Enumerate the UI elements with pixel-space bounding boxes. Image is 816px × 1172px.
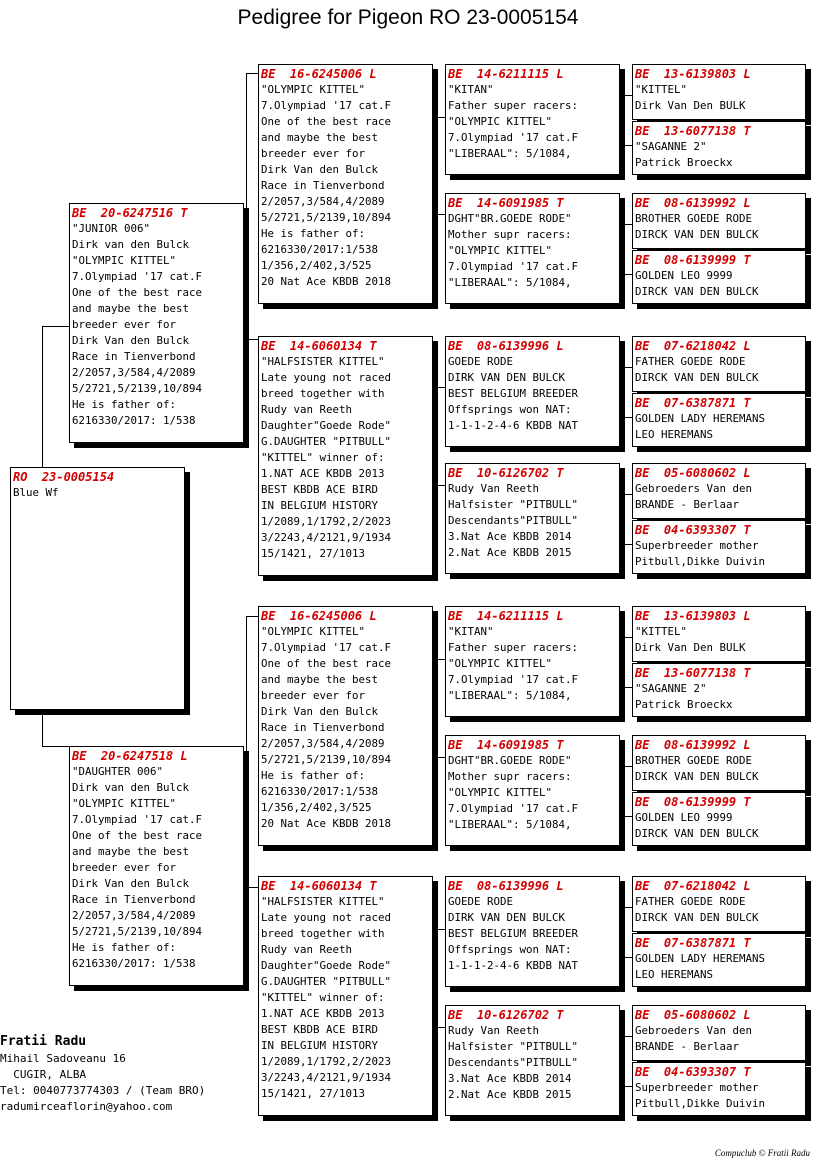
connector-line <box>624 95 625 145</box>
connector-line <box>246 73 258 74</box>
bird-info-line: "KITTEL" <box>635 625 688 638</box>
connector-line <box>624 637 625 687</box>
owner-phone: Tel: 0040773774303 / (Team BRO) <box>0 1084 206 1097</box>
bird-info-line: and maybe the best <box>72 845 190 858</box>
bird-info-line: 1/356,2/402,3/525 <box>261 259 372 272</box>
connector-line <box>42 710 43 746</box>
bird-info-line: 15/1421, 27/1013 <box>261 547 366 560</box>
bird-info-line: One of the best race <box>261 657 392 670</box>
bird-info-line: Race in Tienverbond <box>261 721 385 734</box>
bird-info-line: Gebroeders Van den <box>635 482 753 495</box>
ring-number: BE 16-6245006 L <box>261 67 377 81</box>
bird-info-line: breeder ever for <box>261 147 366 160</box>
bird-info-line: Race in Tienverbond <box>72 350 196 363</box>
bird-info-line: 7.Olympiad '17 cat.F <box>448 673 579 686</box>
bird-info-line: 3.Nat Ace KBDB 2014 <box>448 530 572 543</box>
bird-info-line: He is father of: <box>261 227 366 240</box>
bird-card[interactable] <box>632 121 806 175</box>
connector-line <box>437 117 445 118</box>
ring-number: BE 20-6247516 T <box>72 206 188 220</box>
bird-info-line: Blue Wf <box>13 486 59 499</box>
bird-info-line: 1-1-1-2-4-6 KBDB NAT <box>448 959 579 972</box>
bird-card[interactable] <box>445 463 620 574</box>
ring-number: RO 23-0005154 <box>13 470 115 484</box>
bird-info-line: 3/2243,4/2121,9/1934 <box>261 1071 392 1084</box>
bird-info-line: "LIBERAAL": 5/1084, <box>448 818 572 831</box>
bird-card[interactable] <box>632 606 806 662</box>
bird-info-line: Dirk Van den Bulck <box>72 877 190 890</box>
bird-info-line: Late young not raced <box>261 911 392 924</box>
bird-info-line: GOEDE RODE <box>448 355 514 368</box>
connector-line <box>624 224 632 225</box>
connector-line <box>624 1086 632 1087</box>
bird-info-line: 20 Nat Ace KBDB 2018 <box>261 275 392 288</box>
bird-info-line: 1-1-1-2-4-6 KBDB NAT <box>448 419 579 432</box>
bird-info-line: Halfsister "PITBULL" <box>448 1040 579 1053</box>
bird-card[interactable] <box>632 193 806 249</box>
bird-card[interactable] <box>258 606 433 846</box>
owner-name: Fratii Radu <box>0 1034 87 1049</box>
ring-number: BE 20-6247518 L <box>72 749 188 763</box>
bird-info-line: G.DAUGHTER "PITBULL" <box>261 975 392 988</box>
bird-card[interactable] <box>445 1005 620 1116</box>
owner-email[interactable]: radumirceaflorin@yahoo.com <box>0 1100 173 1113</box>
page-title: Pedigree for Pigeon RO 23-0005154 <box>237 6 579 29</box>
bird-info-line: "KITTEL" winner of: <box>261 991 385 1004</box>
ring-number: BE 13-6139803 L <box>635 609 751 623</box>
connector-line <box>624 1036 625 1086</box>
ring-number: BE 08-6139996 L <box>448 339 564 353</box>
connector-line <box>624 494 625 544</box>
bird-card[interactable] <box>632 663 806 717</box>
bird-info-line: "JUNIOR 006" <box>72 222 151 235</box>
bird-info-line: IN BELGIUM HISTORY <box>261 1039 379 1052</box>
bird-info-line: "OLYMPIC KITTEL" <box>448 115 553 128</box>
bird-info-line: GOLDEN LADY HEREMANS <box>635 952 766 965</box>
bird-info-line: Rudy van Reeth <box>261 943 353 956</box>
bird-card[interactable] <box>632 64 806 120</box>
bird-info-line: breed together with <box>261 927 385 940</box>
connector-line <box>624 1036 632 1037</box>
bird-info-line: breed together with <box>261 387 385 400</box>
ring-number: BE 07-6387871 T <box>635 936 751 950</box>
bird-info-line: G.DAUGHTER "PITBULL" <box>261 435 392 448</box>
connector-line <box>437 757 445 758</box>
bird-info-line: "OLYMPIC KITTEL" <box>448 786 553 799</box>
bird-info-line: 1/2089,1/1792,2/2023 <box>261 515 392 528</box>
bird-info-line: Halfsister "PITBULL" <box>448 498 579 511</box>
bird-info-line: Descendants"PITBULL" <box>448 1056 579 1069</box>
ring-number: BE 07-6387871 T <box>635 396 751 410</box>
ring-number: BE 16-6245006 L <box>261 609 377 623</box>
bird-info-line: 7.Olympiad '17 cat.F <box>261 99 392 112</box>
bird-info-line: 2.Nat Ace KBDB 2015 <box>448 1088 572 1101</box>
bird-info-line: DIRCK VAN DEN BULCK <box>635 228 759 241</box>
bird-info-line: "HALFSISTER KITTEL" <box>261 355 385 368</box>
bird-info-line: BROTHER GOEDE RODE <box>635 212 753 225</box>
ring-number: BE 07-6218042 L <box>635 339 751 353</box>
bird-info-line: 2/2057,3/584,4/2089 <box>72 909 196 922</box>
connector-line <box>624 957 632 958</box>
bird-info-line: 7.Olympiad '17 cat.F <box>448 260 579 273</box>
bird-info-line: BEST KBDB ACE BIRD <box>261 1023 379 1036</box>
ring-number: BE 05-6080602 L <box>635 466 751 480</box>
bird-info-line: 6216330/2017: 1/538 <box>72 414 196 427</box>
connector-line <box>437 1027 445 1028</box>
bird-card[interactable] <box>445 876 620 987</box>
bird-card[interactable] <box>445 606 620 717</box>
bird-card[interactable] <box>258 876 433 1116</box>
ring-number: BE 10-6126702 T <box>448 1008 564 1022</box>
bird-info-line: 7.Olympiad '17 cat.F <box>72 270 203 283</box>
bird-info-line: He is father of: <box>72 941 177 954</box>
bird-info-line: Race in Tienverbond <box>261 179 385 192</box>
bird-card[interactable] <box>632 336 806 392</box>
ring-number: BE 07-6218042 L <box>635 879 751 893</box>
connector-line <box>437 929 438 1027</box>
ring-number: BE 10-6126702 T <box>448 466 564 480</box>
connector-line <box>624 145 632 146</box>
bird-info-line: GOLDEN LEO 9999 <box>635 269 733 282</box>
connector-line <box>437 117 438 214</box>
bird-info-line: 1.NAT ACE KBDB 2013 <box>261 1007 385 1020</box>
connector-line <box>624 417 632 418</box>
connector-line <box>437 387 445 388</box>
bird-info-line: Patrick Broeckx <box>635 156 733 169</box>
connector-line <box>437 485 445 486</box>
bird-info-line: "LIBERAAL": 5/1084, <box>448 276 572 289</box>
ring-number: BE 14-6091985 T <box>448 196 564 210</box>
bird-info-line: One of the best race <box>261 115 392 128</box>
bird-card[interactable] <box>445 735 620 846</box>
bird-card[interactable] <box>632 250 806 304</box>
bird-info-line: Dirk Van den Bulck <box>72 334 190 347</box>
ring-number: BE 08-6139999 T <box>635 795 751 809</box>
connector-line <box>624 95 632 96</box>
bird-card[interactable] <box>258 64 433 304</box>
bird-info-line: "OLYMPIC KITTEL" <box>448 657 553 670</box>
bird-info-line: 5/2721,5/2139,10/894 <box>261 211 392 224</box>
connector-line <box>42 746 69 747</box>
owner-address-street: Mihail Sadoveanu 16 <box>0 1052 126 1065</box>
bird-info-line: Rudy van Reeth <box>261 403 353 416</box>
connector-line <box>624 544 632 545</box>
connector-line <box>624 367 625 417</box>
bird-info-line: "OLYMPIC KITTEL" <box>72 797 177 810</box>
bird-info-line: 6216330/2017:1/538 <box>261 243 379 256</box>
bird-info-line: DIRCK VAN DEN BULCK <box>635 285 759 298</box>
bird-info-line: DIRCK VAN DEN BULCK <box>635 371 759 384</box>
bird-info-line: breeder ever for <box>72 318 177 331</box>
bird-info-line: Rudy Van Reeth <box>448 1024 540 1037</box>
bird-info-line: "SAGANNE 2" <box>635 682 707 695</box>
bird-card[interactable] <box>632 463 806 519</box>
ring-number: BE 14-6091985 T <box>448 738 564 752</box>
bird-info-line: 1.NAT ACE KBDB 2013 <box>261 467 385 480</box>
bird-info-line: 5/2721,5/2139,10/894 <box>261 753 392 766</box>
bird-info-line: Dirk Van den Bulck <box>261 705 379 718</box>
bird-info-line: 7.Olympiad '17 cat.F <box>448 802 579 815</box>
bird-card[interactable] <box>632 393 806 447</box>
bird-card[interactable] <box>445 193 620 304</box>
bird-card[interactable] <box>632 735 806 791</box>
connector-line <box>246 887 258 888</box>
bird-card[interactable] <box>445 64 620 175</box>
bird-info-line: "KITTEL" <box>635 83 688 96</box>
bird-info-line: 15/1421, 27/1013 <box>261 1087 366 1100</box>
connector-line <box>624 766 632 767</box>
bird-info-line: He is father of: <box>72 398 177 411</box>
bird-info-line: He is father of: <box>261 769 366 782</box>
connector-line <box>624 367 632 368</box>
bird-info-line: 2/2057,3/584,4/2089 <box>72 366 196 379</box>
connector-line <box>624 907 625 957</box>
bird-info-line: GOLDEN LADY HEREMANS <box>635 412 766 425</box>
bird-info-line: 5/2721,5/2139,10/894 <box>72 925 203 938</box>
ring-number: BE 13-6077138 T <box>635 666 751 680</box>
bird-info-line: DIRK VAN DEN BULCK <box>448 371 566 384</box>
bird-info-line: 2/2057,3/584,4/2089 <box>261 195 385 208</box>
bird-info-line: BEST KBDB ACE BIRD <box>261 483 379 496</box>
bird-info-line: FATHER GOEDE RODE <box>635 895 746 908</box>
bird-info-line: "OLYMPIC KITTEL" <box>448 244 553 257</box>
bird-card[interactable] <box>445 336 620 447</box>
bird-info-line: "LIBERAAL": 5/1084, <box>448 147 572 160</box>
bird-info-line: "HALFSISTER KITTEL" <box>261 895 385 908</box>
bird-info-line: Daughter"Goede Rode" <box>261 419 392 432</box>
bird-info-line: Descendants"PITBULL" <box>448 514 579 527</box>
bird-info-line: Pitbull,Dikke Duivin <box>635 555 766 568</box>
connector-line <box>437 929 445 930</box>
bird-card[interactable] <box>632 520 806 574</box>
connector-line <box>42 326 69 327</box>
bird-info-line: 3/2243,4/2121,9/1934 <box>261 531 392 544</box>
bird-info-line: 7.Olympiad '17 cat.F <box>261 641 392 654</box>
bird-info-line: DIRCK VAN DEN BULCK <box>635 911 759 924</box>
bird-info-line: LEO HEREMANS <box>635 968 714 981</box>
footer-credit: Compuclub © Fratii Radu <box>714 1148 810 1158</box>
ring-number: BE 13-6139803 L <box>635 67 751 81</box>
connector-line <box>624 766 625 816</box>
connector-line <box>246 616 247 887</box>
ring-number: BE 13-6077138 T <box>635 124 751 138</box>
connector-line <box>437 659 438 757</box>
bird-info-line: BROTHER GOEDE RODE <box>635 754 753 767</box>
bird-info-line: Dirk Van Den BULK <box>635 641 746 654</box>
bird-info-line: One of the best race <box>72 829 203 842</box>
connector-line <box>246 339 258 340</box>
connector-line <box>624 907 632 908</box>
bird-info-line: "OLYMPIC KITTEL" <box>261 83 366 96</box>
bird-info-line: FATHER GOEDE RODE <box>635 355 746 368</box>
bird-info-line: Mother supr racers: <box>448 228 572 241</box>
bird-info-line: and maybe the best <box>261 673 379 686</box>
bird-card[interactable] <box>69 203 244 443</box>
bird-info-line: Race in Tienverbond <box>72 893 196 906</box>
bird-info-line: Dirk van den Bulck <box>72 238 190 251</box>
ring-number: BE 14-6211115 L <box>448 67 564 81</box>
bird-info-line: 20 Nat Ace KBDB 2018 <box>261 817 392 830</box>
connector-line <box>624 274 632 275</box>
bird-info-line: BEST BELGIUM BREEDER <box>448 927 579 940</box>
bird-info-line: "OLYMPIC KITTEL" <box>72 254 177 267</box>
ring-number: BE 08-6139996 L <box>448 879 564 893</box>
bird-card[interactable] <box>632 1062 806 1116</box>
bird-info-line: 7.Olympiad '17 cat.F <box>448 131 579 144</box>
bird-info-line: Dirk Van Den BULK <box>635 99 746 112</box>
bird-card[interactable] <box>10 467 185 710</box>
connector-line <box>246 73 247 339</box>
bird-info-line: 1/2089,1/1792,2/2023 <box>261 1055 392 1068</box>
bird-info-line: Father super racers: <box>448 641 579 654</box>
owner-address-city: CUGIR, ALBA <box>0 1068 87 1081</box>
bird-info-line: Superbreeder mother <box>635 1081 759 1094</box>
bird-info-line: Dirk van den Bulck <box>72 781 190 794</box>
bird-info-line: "SAGANNE 2" <box>635 140 707 153</box>
bird-info-line: DIRCK VAN DEN BULCK <box>635 827 759 840</box>
bird-info-line: DGHT"BR.GOEDE RODE" <box>448 212 572 225</box>
bird-info-line: 2/2057,3/584,4/2089 <box>261 737 385 750</box>
bird-info-line: Dirk Van den Bulck <box>261 163 379 176</box>
bird-info-line: IN BELGIUM HISTORY <box>261 499 379 512</box>
bird-info-line: 7.Olympiad '17 cat.F <box>72 813 203 826</box>
connector-line <box>624 637 632 638</box>
bird-info-line: breeder ever for <box>72 861 177 874</box>
bird-info-line: and maybe the best <box>261 131 379 144</box>
bird-info-line: 1/356,2/402,3/525 <box>261 801 372 814</box>
bird-info-line: Father super racers: <box>448 99 579 112</box>
bird-info-line: Offsprings won NAT: <box>448 943 572 956</box>
bird-info-line: Rudy Van Reeth <box>448 482 540 495</box>
bird-info-line: "OLYMPIC KITTEL" <box>261 625 366 638</box>
bird-info-line: "KITAN" <box>448 625 494 638</box>
connector-line <box>246 616 258 617</box>
bird-card[interactable] <box>632 876 806 932</box>
bird-info-line: Offsprings won NAT: <box>448 403 572 416</box>
ring-number: BE 14-6060134 T <box>261 879 377 893</box>
bird-info-line: Pitbull,Dikke Duivin <box>635 1097 766 1110</box>
bird-info-line: GOEDE RODE <box>448 895 514 908</box>
connector-line <box>624 816 632 817</box>
bird-info-line: "KITTEL" winner of: <box>261 451 385 464</box>
bird-info-line: LEO HEREMANS <box>635 428 714 441</box>
ring-number: BE 04-6393307 T <box>635 523 751 537</box>
connector-line <box>42 326 43 467</box>
bird-info-line: DIRCK VAN DEN BULCK <box>635 770 759 783</box>
bird-info-line: Daughter"Goede Rode" <box>261 959 392 972</box>
bird-info-line: 6216330/2017:1/538 <box>261 785 379 798</box>
connector-line <box>624 494 632 495</box>
bird-info-line: 3.Nat Ace KBDB 2014 <box>448 1072 572 1085</box>
owner-info <box>0 1033 205 1115</box>
connector-line <box>437 214 445 215</box>
bird-info-line: 2.Nat Ace KBDB 2015 <box>448 546 572 559</box>
bird-info-line: DIRK VAN DEN BULCK <box>448 911 566 924</box>
ring-number: BE 04-6393307 T <box>635 1065 751 1079</box>
ring-number: BE 08-6139999 T <box>635 253 751 267</box>
bird-info-line: 5/2721,5/2139,10/894 <box>72 382 203 395</box>
ring-number: BE 14-6060134 T <box>261 339 377 353</box>
ring-number: BE 08-6139992 L <box>635 196 751 210</box>
bird-info-line: Late young not raced <box>261 371 392 384</box>
ring-number: BE 14-6211115 L <box>448 609 564 623</box>
connector-line <box>437 659 445 660</box>
bird-info-line: 6216330/2017: 1/538 <box>72 957 196 970</box>
bird-info-line: GOLDEN LEO 9999 <box>635 811 733 824</box>
ring-number: BE 05-6080602 L <box>635 1008 751 1022</box>
bird-info-line: BRANDE - Berlaar <box>635 498 740 511</box>
bird-info-line: BRANDE - Berlaar <box>635 1040 740 1053</box>
bird-info-line: Patrick Broeckx <box>635 698 733 711</box>
bird-info-line: Mother supr racers: <box>448 770 572 783</box>
bird-info-line: "DAUGHTER 006" <box>72 765 164 778</box>
connector-line <box>624 224 625 274</box>
bird-card[interactable] <box>69 746 244 986</box>
bird-info-line: breeder ever for <box>261 689 366 702</box>
bird-info-line: and maybe the best <box>72 302 190 315</box>
connector-line <box>437 387 438 485</box>
bird-info-line: One of the best race <box>72 286 203 299</box>
bird-info-line: Superbreeder mother <box>635 539 759 552</box>
bird-info-line: Gebroeders Van den <box>635 1024 753 1037</box>
bird-card[interactable] <box>632 933 806 987</box>
ring-number: BE 08-6139992 L <box>635 738 751 752</box>
bird-info-line: "LIBERAAL": 5/1084, <box>448 689 572 702</box>
bird-info-line: BEST BELGIUM BREEDER <box>448 387 579 400</box>
bird-card[interactable] <box>632 792 806 846</box>
bird-card[interactable] <box>258 336 433 576</box>
bird-info-line: "KITAN" <box>448 83 494 96</box>
bird-info-line: DGHT"BR.GOEDE RODE" <box>448 754 572 767</box>
connector-line <box>624 687 632 688</box>
bird-card[interactable] <box>632 1005 806 1061</box>
